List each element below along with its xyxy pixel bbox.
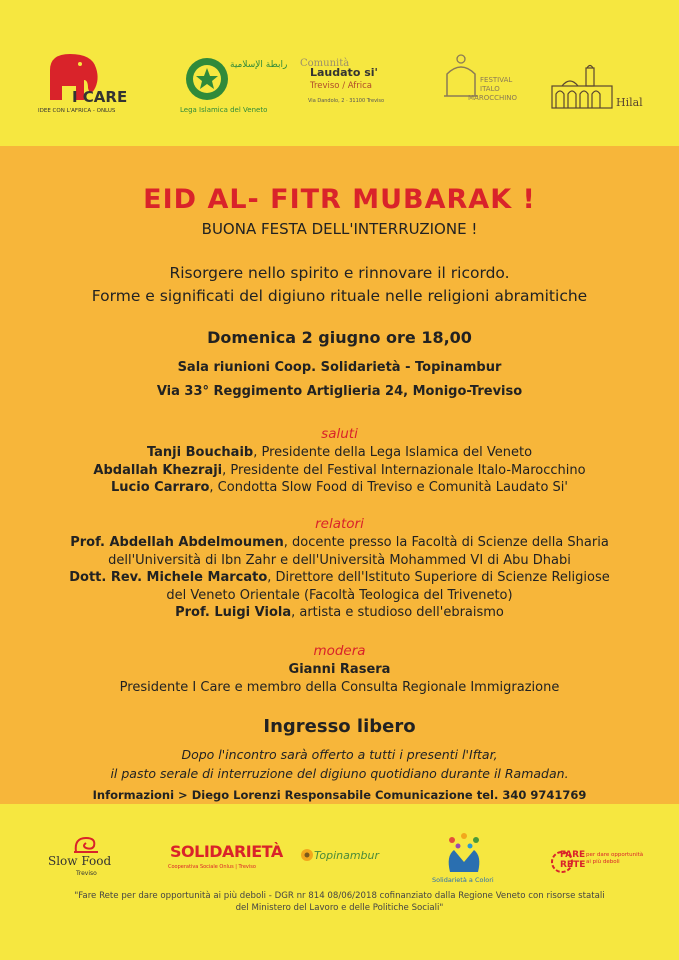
lega-name: Lega Islamica del Veneto xyxy=(180,106,268,114)
modera-block xyxy=(0,661,679,696)
speaker-name: Abdallah Khezraji xyxy=(93,462,223,478)
moderator-name: Gianni Rasera xyxy=(288,662,391,677)
solidarieta-logo xyxy=(168,842,283,876)
topinambur-logo xyxy=(300,846,390,870)
relatore-item xyxy=(0,569,679,587)
topinambur-name: Topinambur xyxy=(314,849,380,862)
lega-arabic: رابطة الإسلامية xyxy=(230,60,288,70)
speaker-role: , Condotta Slow Food di Treviso e Comunità Laudato Si' xyxy=(209,480,568,496)
relatori-list xyxy=(0,534,679,622)
venue-line-2: Via 33° Reggimento Artiglieria 24, Monigo-Treviso xyxy=(156,384,523,399)
snail-icon xyxy=(72,832,100,854)
festival-name3: MAROCCHINO xyxy=(468,94,518,102)
relatore-item xyxy=(0,604,679,622)
event-venue xyxy=(0,356,679,404)
lega-star-icon xyxy=(184,56,230,102)
footer-line-1: "Fare Rete per dare opportunità ai più deboli - DGR nr 814 08/06/2018 cofinanziato dalla Regione Veneto con risorse statali xyxy=(74,891,605,901)
iftar-line-1: Dopo l'incontro sarà offerto a tutti i presenti l'Iftar, xyxy=(181,747,498,762)
hands-tree-icon xyxy=(442,832,486,874)
iftar-line-2: il pasto serale di interruzione del digiuno quotidiano durante il Ramadan. xyxy=(110,766,569,781)
speaker-name: Dott. Rev. Michele Marcato xyxy=(69,570,268,586)
speaker-name: Lucio Carraro xyxy=(111,480,210,496)
intro-text xyxy=(0,262,679,308)
footer-line-2: del Ministero del Lavoro e delle Politiche Sociali" xyxy=(235,903,444,913)
laudato-si-logo xyxy=(300,58,400,108)
fare-rete-logo xyxy=(550,850,650,880)
acolori-name: Solidarietà a Colori xyxy=(432,876,494,884)
saluti-label: saluti xyxy=(321,426,358,442)
festival-name1: FESTIVAL xyxy=(480,76,513,84)
saluti-list xyxy=(0,444,679,497)
laudato-name: Laudato si' xyxy=(310,66,378,79)
laudato-sub: Treviso / Africa xyxy=(310,81,373,91)
venue-line-1: Sala riunioni Coop. Solidarietà - Topinambur xyxy=(177,360,502,375)
festival-gate-icon xyxy=(444,54,478,98)
solidarieta-name: SOLIDARIETÀ xyxy=(170,842,283,861)
farerete-sub: per dare opportunità ai più deboli xyxy=(586,852,644,865)
festival-name2: ITALO xyxy=(480,85,500,93)
slowfood-name: Slow Food xyxy=(48,854,112,868)
saluti-item xyxy=(0,462,679,480)
solidarieta-sub: Cooperativa Sociale Onlus | Treviso xyxy=(168,864,256,870)
speaker-role: , docente presso la Facoltà di Scienze della Sharia xyxy=(283,535,609,550)
icare-logo xyxy=(38,50,138,120)
speaker-role: , Direttore dell'Istituto Superiore di Scienze Religiose xyxy=(267,570,610,586)
event-date: Domenica 2 giugno ore 18,00 xyxy=(207,328,472,347)
speaker-role: , Presidente della Lega Islamica del Veneto xyxy=(253,445,533,460)
page-title: EID AL- FITR MUBARAK ! xyxy=(143,184,536,215)
relatore-cont: dell'Università di Ibn Zahr e dell'Università Mohammed VI di Abu Dhabi xyxy=(108,552,571,568)
page-subtitle: BUONA FESTA DELL'INTERRUZIONE ! xyxy=(201,220,478,238)
intro-line-2: Forme e significati del digiuno rituale nelle religioni abramitiche xyxy=(91,287,588,305)
icare-name: I CARE xyxy=(72,88,128,106)
flower-icon xyxy=(300,848,314,862)
solidarieta-a-colori-logo xyxy=(426,832,506,888)
relatori-label: relatori xyxy=(315,516,364,532)
festival-italo-marocchino-logo xyxy=(438,54,518,114)
farerete-line2: RETE xyxy=(560,860,586,870)
slowfood-sub: Treviso xyxy=(76,870,97,877)
modera-label: modera xyxy=(313,643,366,659)
footer-band xyxy=(0,804,679,960)
lega-islamica-logo xyxy=(168,52,288,120)
laudato-top: Comunità xyxy=(300,58,350,69)
relatore-item xyxy=(0,534,679,552)
hilal-name: Hilal xyxy=(616,96,643,109)
laudato-address: Via Dandolo, 2 · 31100 Treviso xyxy=(308,98,385,104)
mosque-skyline-icon xyxy=(550,64,614,110)
farerete-line1: FARE xyxy=(560,850,586,860)
ingresso-libero: Ingresso libero xyxy=(263,716,416,737)
speaker-role: , artista e studioso dell'ebraismo xyxy=(291,605,504,621)
speaker-role: , Presidente del Festival Internazionale Italo-Marocchino xyxy=(222,462,586,478)
speaker-name: Prof. Abdellah Abdelmoumen xyxy=(70,535,284,550)
relatore-cont: del Veneto Orientale (Facoltà Teologica del Triveneto) xyxy=(166,587,513,603)
footer-note xyxy=(0,890,679,914)
intro-line-1: Risorgere nello spirito e rinnovare il ricordo. xyxy=(169,264,510,282)
speaker-name: Prof. Luigi Viola xyxy=(175,605,292,621)
moderator-role: Presidente I Care e membro della Consulta Regionale Immigrazione xyxy=(119,679,560,695)
iftar-note xyxy=(0,745,679,783)
slow-food-logo xyxy=(48,832,138,882)
info-contact: Informazioni > Diego Lorenzi Responsabile Comunicazione tel. 340 9741769 xyxy=(92,788,587,802)
icare-tagline: IDEE CON L'AFRICA - ONLUS xyxy=(38,108,116,114)
saluti-item xyxy=(0,479,679,497)
speaker-name: Tanji Bouchaib xyxy=(146,445,254,460)
hilal-logo xyxy=(550,64,643,114)
saluti-item xyxy=(0,444,679,462)
